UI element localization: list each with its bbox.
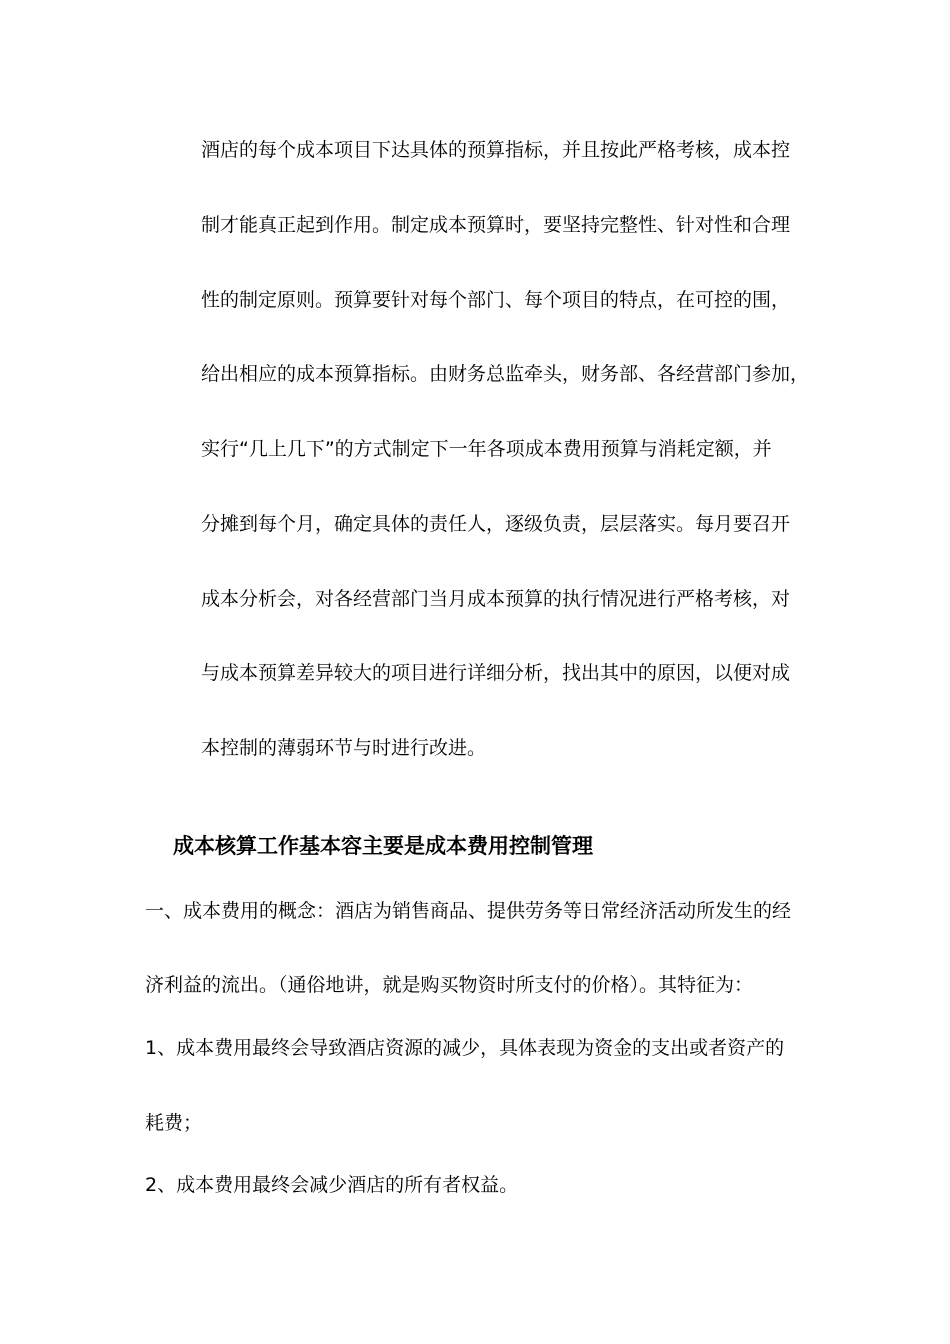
paragraph-line: 1、成本费用最终会导致酒店资源的减少，具体表现为资金的支出或者资产的: [145, 1037, 785, 1059]
paragraph-line: 济利益的流出。（通俗地讲，就是购买物资时所支付的价格）。其特征为：: [145, 974, 754, 996]
paragraph-line: 成本分析会，对各经营部门当月成本预算的执行情况进行严格考核，对: [201, 588, 791, 610]
paragraph-line: 与成本预算差异较大的项目进行详细分析，找出其中的原因，以便对成: [201, 662, 791, 684]
section-heading: 成本核算工作基本容主要是成本费用控制管理: [173, 834, 593, 858]
paragraph-line: 酒店的每个成本项目下达具体的预算指标，并且按此严格考核，成本控: [201, 139, 791, 161]
paragraph-line: 制才能真正起到作用。制定成本预算时，要坚持完整性、针对性和合理: [201, 214, 791, 236]
paragraph-line: 2、成本费用最终会减少酒店的所有者权益。: [145, 1174, 519, 1196]
paragraph-line: 给出相应的成本预算指标。由财务总监牵头，财务部、各经营部门参加，: [201, 363, 810, 385]
paragraph-line: 实行“几上几下”的方式制定下一年各项成本费用预算与消耗定额，并: [201, 438, 772, 460]
paragraph-line: 耗费；: [145, 1112, 203, 1134]
paragraph-line: 本控制的薄弱环节与时进行改进。: [201, 737, 487, 759]
paragraph-line: 分摊到每个月，确定具体的责任人，逐级负责，层层落实。每月要召开: [201, 513, 791, 535]
paragraph-line: 性的制定原则。预算要针对每个部门、每个项目的特点，在可控的围，: [201, 289, 791, 311]
paragraph-line: 一、成本费用的概念：酒店为销售商品、提供劳务等日常经济活动所发生的经: [145, 900, 792, 922]
